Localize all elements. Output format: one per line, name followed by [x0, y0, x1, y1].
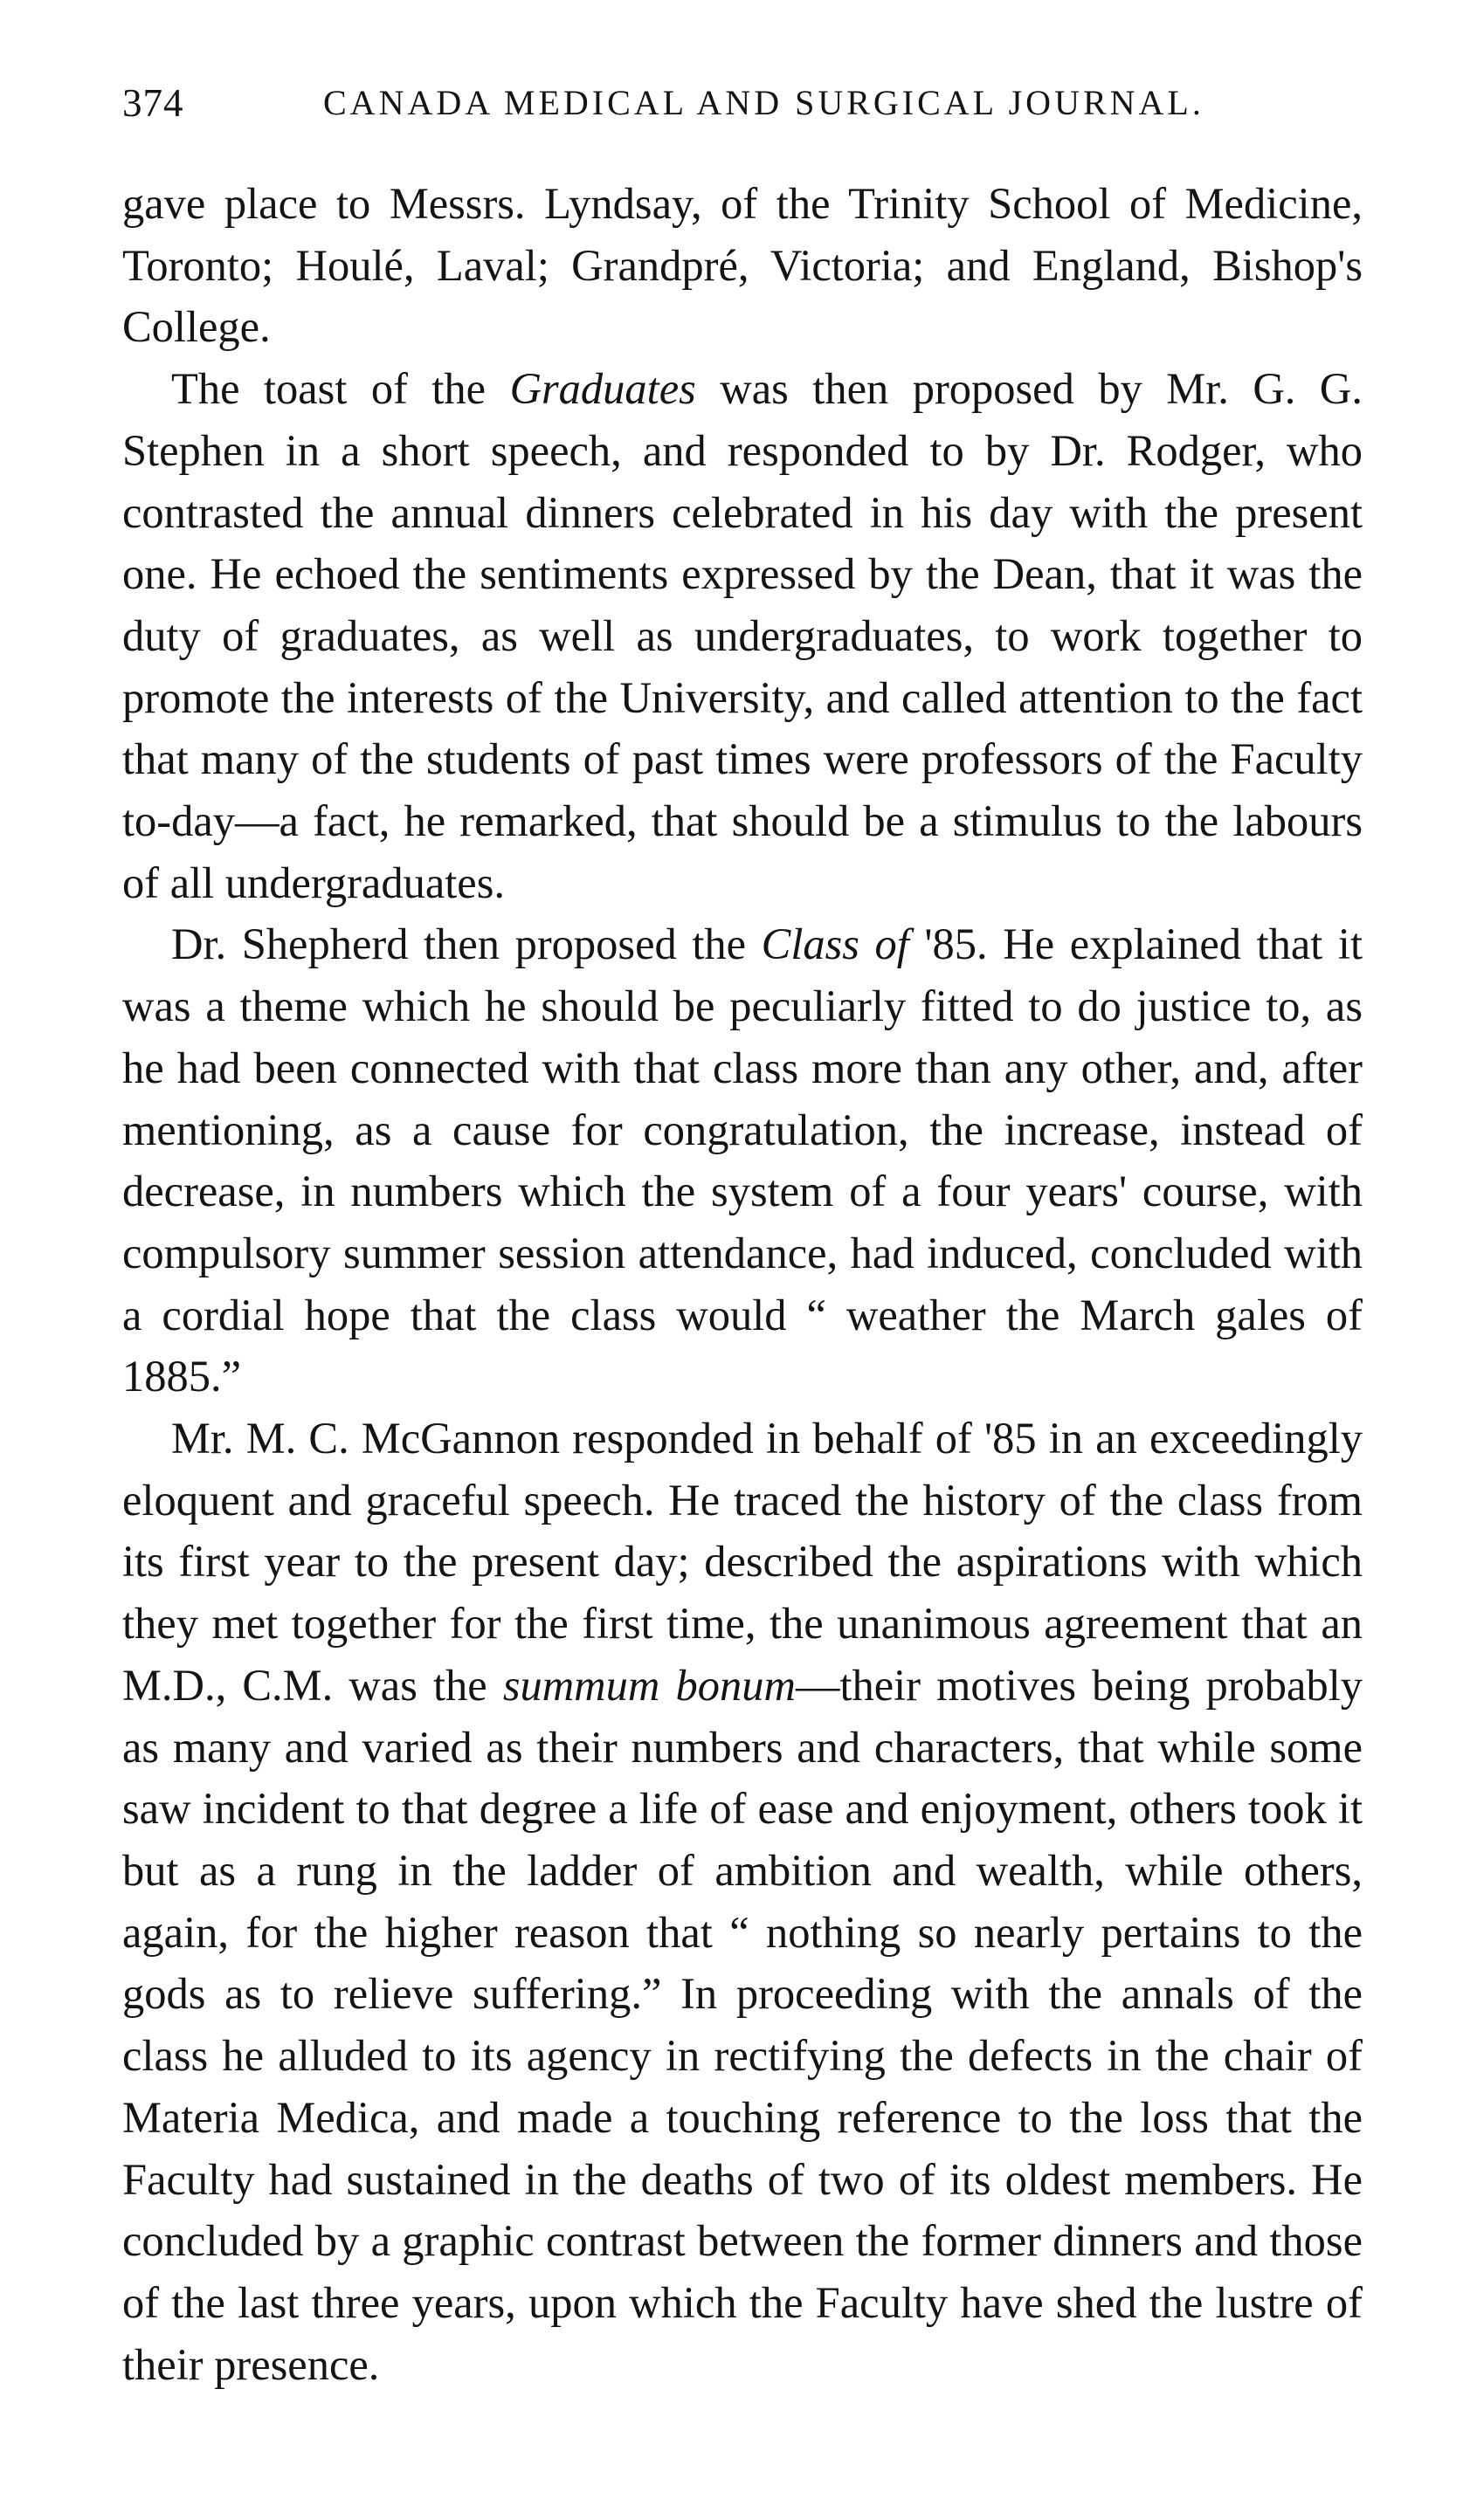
- page-header: [122, 77, 1363, 129]
- paragraph-2-text-before: The toast of the: [171, 364, 510, 414]
- paragraph-3-text-after: '85. He explained that it was a theme which he should be peculiarly fitted to do justice to, as he had been connected with that class more than any other, and, after mentioning, as a cause for congratulation, the increase, instead of decrease, in numbers which the system of a four years' course, with compulsory summer session attendance, had induced, concluded with a cordial hope that the class would “ weather the March gales of 1885.”: [122, 919, 1363, 1401]
- paragraph-4: [122, 1408, 1363, 2395]
- paragraph-4-emphasis: summum bonum: [502, 1660, 796, 1710]
- paragraph-2-text-after: was then proposed by Mr. G. G. Stephen in a short speech, and responded to by Dr. Rodger, who contrasted the annual dinners celebrated in his day with the present one. He echoed the sentiments expressed by the Dean, that it was the duty of graduates, as well as undergraduates, to work together to promote the interests of the University, and called attention to the fact that many of the students of past times were professors of the Faculty to-day—a fact, he remarked, that should be a stimulus to the labours of all undergraduates.: [122, 364, 1363, 907]
- paragraph-2: [122, 358, 1363, 913]
- article-body: [122, 173, 1363, 2395]
- paragraph-3: [122, 913, 1363, 1408]
- paragraph-4-text-after: —their motives being probably as many and varied as their numbers and characters, that while some saw incident to that degree a life of ease and enjoyment, others took it but as a rung in the ladder of ambition and wealth, while others, again, for the higher reason that “ nothing so nearly pertains to the gods as to relieve suffering.” In proceeding with the annals of the class he alluded to its agency in rectifying the defects in the chair of Materia Medica, and made a touching reference to the loss that the Faculty had sustained in the deaths of two of its oldest members. He concluded by a graphic contrast between the former dinners and those of the last three years, upon which the Faculty have shed the lustre of their presence.: [122, 1660, 1363, 2389]
- paragraph-1-text: gave place to Messrs. Lyndsay, of the Trinity School of Medicine, Toronto; Houlé, Laval; Grandpré, Victoria; and England, Bishop's College.: [122, 179, 1363, 352]
- page-number: 374: [122, 81, 184, 125]
- running-head: CANADA MEDICAL AND SURGICAL JOURNAL.: [323, 83, 1204, 122]
- paragraph-3-emphasis: Class of: [761, 919, 909, 969]
- paragraph-4-text-before: Mr. M. C. McGannon responded in behalf of '85 in an exceedingly eloquent and graceful speech. He traced the history of the class from its first year to the present day; described the aspirations with which they met together for the first time, the unanimous agreement that an M.D., C.M. was the: [122, 1414, 1363, 1710]
- paragraph-3-text-before: Dr. Shepherd then proposed the: [171, 919, 762, 969]
- paragraph-2-emphasis: Graduates: [509, 364, 696, 414]
- paragraph-1: [122, 173, 1363, 358]
